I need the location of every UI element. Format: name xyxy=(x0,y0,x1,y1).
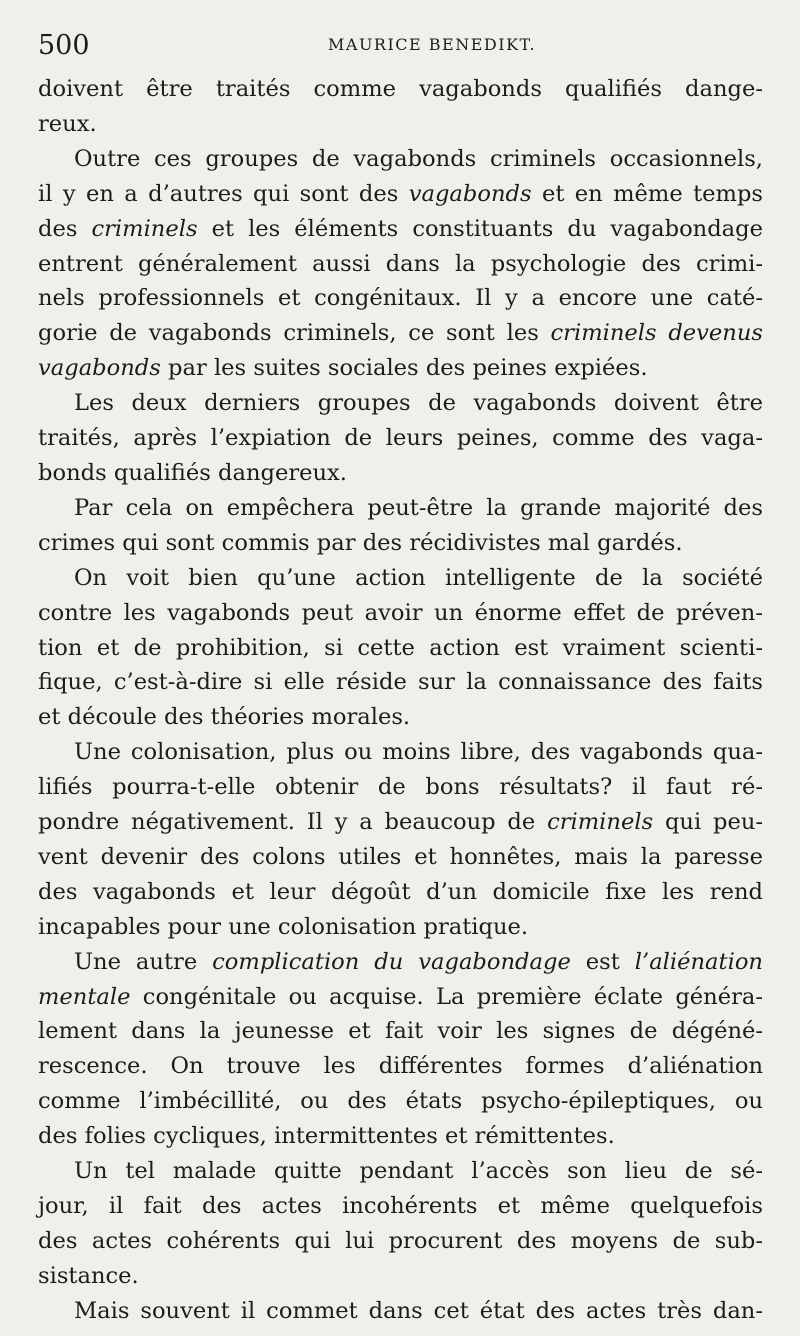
text-line: vagabonds par les suites sociales des peines expiées. xyxy=(38,355,648,382)
text-line: bonds qualifiés dangereux. xyxy=(38,459,347,486)
text-line: nels professionnels et congénitaux. Il y a encore une caté- xyxy=(38,285,763,312)
text-line: crimes qui sont commis par des récidivistes mal gardés. xyxy=(38,529,683,556)
text-line: entrent généralement aussi dans la psychologie des crimi- xyxy=(38,250,763,277)
text-line: mentale congénitale ou acquise. La première éclate généra- xyxy=(38,983,763,1010)
text-line: gorie de vagabonds criminels, ce sont les criminels devenus xyxy=(38,320,763,347)
text-line: comme l’imbécillité, ou des états psycho-épileptiques, ou xyxy=(38,1088,763,1115)
text-line: sistance. xyxy=(38,1262,139,1289)
text-line: il y en a d’autres qui sont des vagabonds et en même temps xyxy=(38,180,764,207)
text-line: tion et de prohibition, si cette action est vraiment scienti- xyxy=(38,634,763,661)
text-line: On voit bien qu’une action intelligente de la société xyxy=(74,564,763,591)
text-line: des criminels et les éléments constituants du vagabondage xyxy=(38,215,763,242)
text-line: jour, il fait des actes incohérents et même quelquefois xyxy=(38,1193,763,1219)
text-line: des vagabonds et leur dégoût d’un domicile fixe les rend xyxy=(38,878,763,905)
text-line: Les deux derniers groupes de vagabonds doivent être xyxy=(74,390,763,417)
text-line: des folies cycliques, intermittentes et rémittentes. xyxy=(38,1123,615,1150)
text-line: Une colonisation, plus ou moins libre, des vagabonds qua- xyxy=(74,739,763,766)
text-line: reux. xyxy=(38,110,97,137)
text-line: traités, après l’expiation de leurs peines, comme des vaga- xyxy=(38,425,763,452)
text-line: vent devenir des colons utiles et honnêtes, mais la paresse xyxy=(38,843,763,870)
text-line: Un tel malade quitte pendant l’accès son lieu de sé- xyxy=(74,1158,763,1185)
page-header xyxy=(38,30,763,66)
running-head: MAURICE BENEDIKT. xyxy=(328,35,536,54)
text-line: lement dans la jeunesse et fait voir les signes de dégéné- xyxy=(38,1018,763,1045)
text-line: Outre ces groupes de vagabonds criminels occasionnels, xyxy=(74,145,763,172)
text-line: pondre négativement. Il y a beaucoup de criminels qui peu- xyxy=(38,809,764,836)
text-line: Par cela on empêchera peut-être la grande majorité des xyxy=(74,494,763,521)
text-line: Une autre complication du vagabondage est l’aliénation xyxy=(74,948,763,975)
text-line: lifiés pourra-t-elle obtenir de bons résultats? il faut ré- xyxy=(38,774,763,801)
text-line: incapables pour une colonisation pratique. xyxy=(38,913,529,940)
text-line: contre les vagabonds peut avoir un énorme effet de préven- xyxy=(38,599,763,626)
text-line: doivent être traités comme vagabonds qualifiés dange- xyxy=(38,76,763,102)
text-line: Mais souvent il commet dans cet état des actes très dan- xyxy=(74,1297,763,1324)
text-line: et découle des théories morales. xyxy=(38,704,411,731)
page-number: 500 xyxy=(38,30,90,61)
body-text xyxy=(38,72,763,1329)
text-line: rescence. On trouve les différentes formes d’aliénation xyxy=(38,1053,763,1080)
text-line: des actes cohérents qui lui procurent des moyens de sub- xyxy=(38,1227,763,1254)
text-line: fique, c’est-à-dire si elle réside sur la connaissance des faits xyxy=(38,669,763,696)
